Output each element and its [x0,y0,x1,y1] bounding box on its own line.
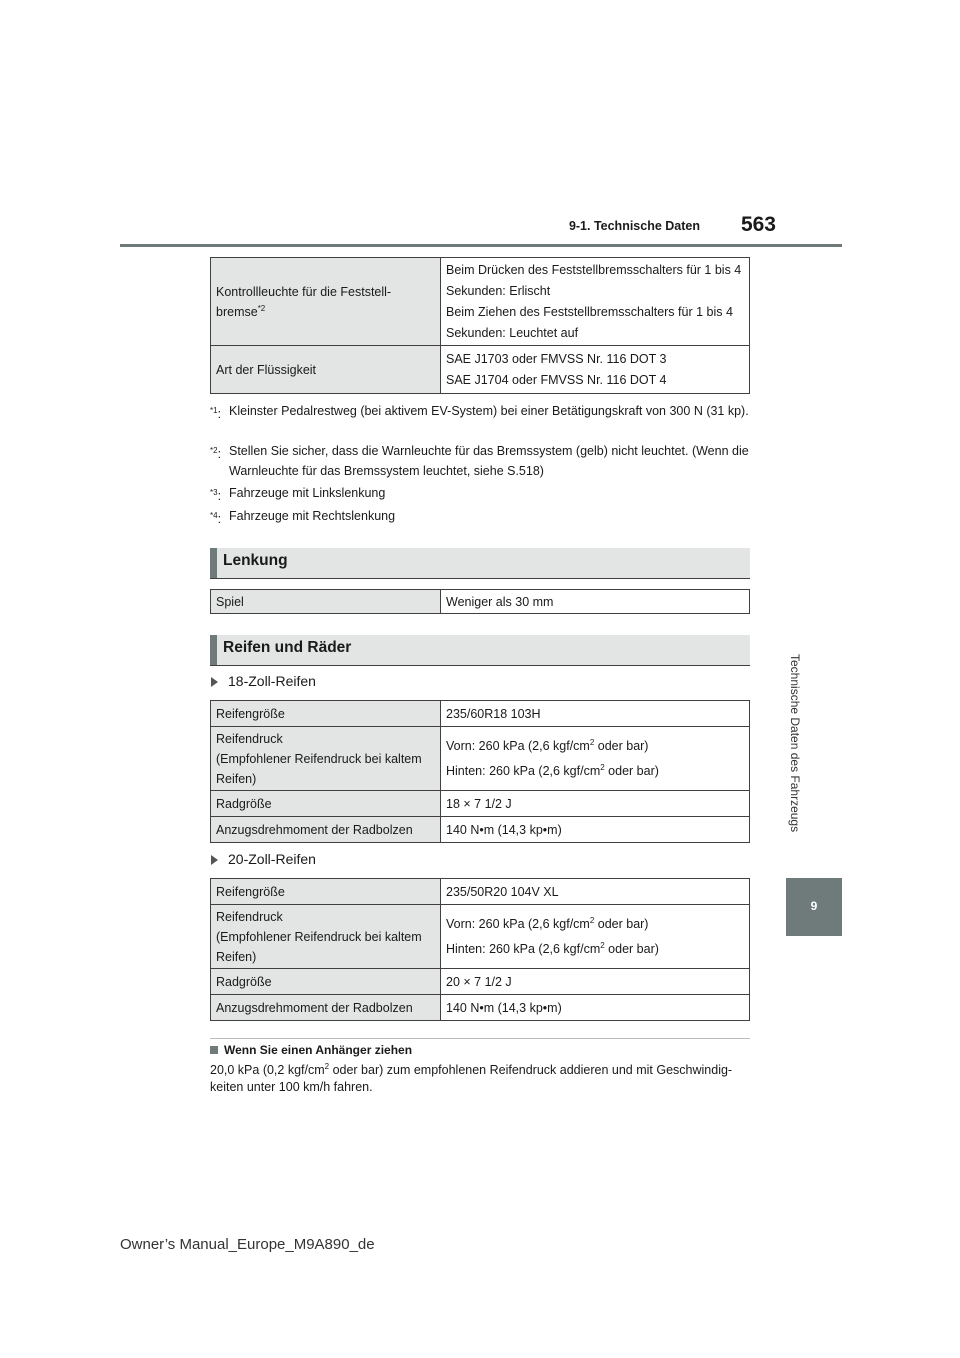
row-value: Sekunden: Erlischt [446,283,551,298]
tire-table-18 [210,700,750,843]
row-label: Radgröße [211,791,441,817]
table-value-cell [441,346,750,394]
footnote [210,441,755,481]
trailer-rule [210,1038,750,1039]
row-value: Hinten: 260 kPa (2,6 kgf/$cm^2$ oder bar) [446,762,659,778]
row-value: Sekunden: Leuchtet auf [446,325,579,340]
footnote-text: Kleinster Pedalrestweg (bei aktivem EV-System) bei einer Betätigungskraft von 300 N (31 kp). [229,404,749,418]
square-bullet-icon [210,1046,218,1054]
chapter-side-label: Technische Daten des Fahrzeugs [788,654,802,833]
subheading-18-inch [210,673,316,689]
row-label: Reifendruck [216,909,283,924]
footnote [210,506,755,526]
table-row [211,701,750,727]
table-row [211,590,750,614]
row-value: 18 × 7 1/2 J [441,791,750,817]
row-label: Anzugsdrehmoment der Radbolzen [211,817,441,843]
chapter-number: 9 [810,899,818,913]
table-value-cell [441,905,750,969]
row-label: Spiel [211,590,441,614]
section-heading-wheels [210,635,750,666]
row-label: Reifendruck [216,731,283,746]
tire-table-20 [210,878,750,1021]
page-number: 563 [740,213,776,236]
row-value: Weniger als 30 mm [441,590,750,614]
table-row [211,791,750,817]
row-value: Beim Drücken des Feststellbremsschalters für 1 bis 4 [446,262,742,277]
steering-spec-table [210,589,750,614]
table-label-cell [211,346,441,394]
table-row [211,879,750,905]
row-label: Reifengröße [211,879,441,905]
row-value: SAE J1704 oder FMVSS Nr. 116 DOT 4 [446,372,667,387]
row-value: Vorn: 260 kPa (2,6 kgf/$cm^2$ oder bar) [446,737,649,753]
row-label: Reifen) [216,771,257,786]
footnote-text: Stellen Sie sicher, dass die Warnleuchte für das Bremssystem (gelb) nicht leuchtet. (Wenn die Warnleuchte für das Bremssystem leuchtet, siehe S.518) [229,444,749,478]
row-label: Kontrollleuchte für die Feststell- [216,284,392,299]
section-title: 9-1. Technische Daten [568,219,700,233]
table-label-cell [211,905,441,969]
footnote-mark: $^{*2}$: [210,446,222,461]
table-row [211,346,750,394]
trailer-heading-text: Wenn Sie einen Anhänger ziehen [224,1043,413,1057]
footnote-ref: *2 [257,303,266,313]
subheading-20-inch [210,851,316,867]
section-heading-steering [210,548,750,579]
manual-footer: Owner’s Manual_Europe_M9A890_de [120,1236,375,1253]
footnote [210,483,755,503]
table-row [211,969,750,995]
row-value: Hinten: 260 kPa (2,6 kgf/$cm^2$ oder bar) [446,940,659,956]
footnote-text: Fahrzeuge mit Linkslenkung [229,486,386,500]
row-value: 140 N•m (14,3 kp•m) [441,995,750,1021]
trailer-heading [210,1043,412,1057]
brake-spec-table [210,257,750,394]
footnote-mark: $^{*3}$: [210,488,222,503]
header-rule [120,244,842,247]
row-value: 140 N•m (14,3 kp•m) [441,817,750,843]
row-value: Beim Ziehen des Feststellbremsschalters für 1 bis 4 [446,304,733,319]
subheading-text: 20-Zoll-Reifen [228,851,316,867]
footnote [210,401,755,421]
footnote-text: Fahrzeuge mit Rechtslenkung [229,509,396,523]
row-value: 235/50R20 104V XL [441,879,750,905]
row-label: (Empfohlener Reifendruck bei kaltem [216,929,422,944]
row-value: Vorn: 260 kPa (2,6 kgf/$cm^2$ oder bar) [446,915,649,931]
section-bar [210,635,217,665]
table-value-cell [441,727,750,791]
row-value: 235/60R18 103H [441,701,750,727]
table-label-cell [211,258,441,346]
table-row [211,905,750,969]
table-row [211,817,750,843]
footnote-mark: $^{*4}$: [210,511,222,526]
row-label: (Empfohlener Reifendruck bei kaltem [216,751,422,766]
row-value: 20 × 7 1/2 J [441,969,750,995]
table-row [211,727,750,791]
row-label: Reifen) [216,949,257,964]
row-label: bremse$^{*2}$ [216,303,266,319]
footnote-mark: $^{*1}$: [210,406,222,421]
section-heading-text: Lenkung [223,552,288,569]
section-bar [210,548,217,578]
table-row [211,258,750,346]
subheading-text: 18-Zoll-Reifen [228,673,316,689]
section-heading-text: Reifen und Räder [223,639,352,656]
row-label: Reifengröße [211,701,441,727]
row-label: Radgröße [211,969,441,995]
table-label-cell [211,727,441,791]
chapter-tab [786,878,842,936]
trailer-body: 20,0 kPa (0,2 kgf/$cm^2$ oder bar) zum empfohlenen Reifendruck addieren und mit Geschwindig-keiten unter 100 km/h fahren. [210,1062,733,1094]
row-value: SAE J1703 oder FMVSS Nr. 116 DOT 3 [446,351,667,366]
triangle-bullet-icon [211,677,218,687]
table-row [211,995,750,1021]
row-label: Art der Flüssigkeit [216,362,317,377]
row-label: Anzugsdrehmoment der Radbolzen [211,995,441,1021]
triangle-bullet-icon [211,855,218,865]
table-value-cell [441,258,750,346]
